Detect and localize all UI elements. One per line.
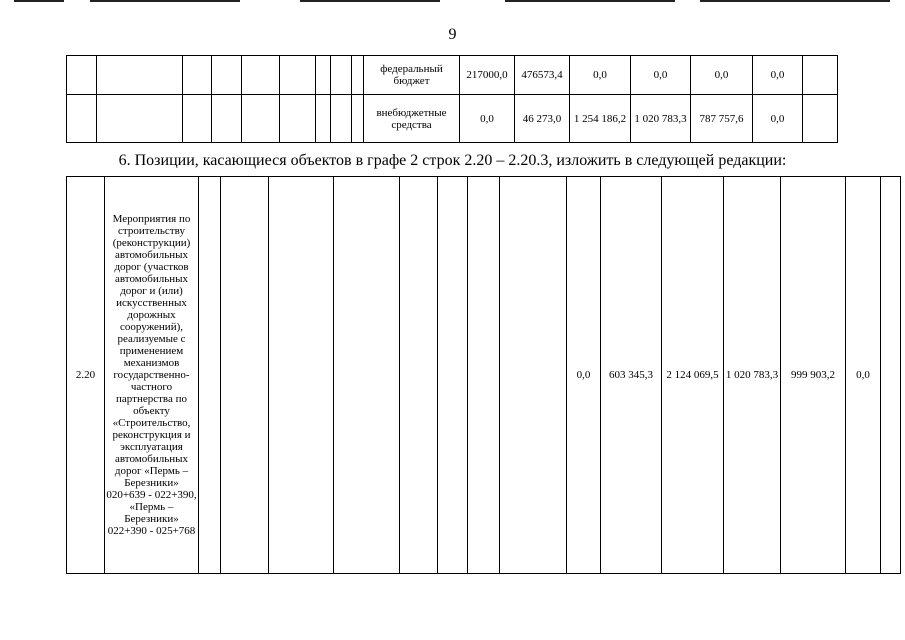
value-cell: 2 124 069,5 bbox=[662, 177, 724, 574]
table-row bbox=[67, 177, 901, 574]
value-cell: 0,0 bbox=[567, 177, 601, 574]
value-cell: 0,0 bbox=[753, 95, 803, 143]
value-cell: 0,0 bbox=[460, 95, 515, 143]
scan-top-edge bbox=[0, 0, 905, 3]
value-cell: 46 273,0 bbox=[515, 95, 570, 143]
value-cell: 0,0 bbox=[631, 56, 691, 95]
funding-source-label: федеральный бюджет bbox=[364, 56, 460, 95]
value-cell: 1 020 783,3 bbox=[631, 95, 691, 143]
value-cell: 0,0 bbox=[691, 56, 753, 95]
table-row bbox=[67, 95, 838, 143]
value-cell: 0,0 bbox=[753, 56, 803, 95]
top-continuation-table bbox=[66, 55, 838, 143]
page-number: 9 bbox=[448, 26, 457, 43]
value-cell: 0,0 bbox=[570, 56, 631, 95]
value-cell: 0,0 bbox=[846, 177, 881, 574]
value-cell: 476573,4 bbox=[515, 56, 570, 95]
value-cell: 787 757,6 bbox=[691, 95, 753, 143]
row-number: 2.20 bbox=[67, 177, 105, 574]
value-cell: 603 345,3 bbox=[601, 177, 662, 574]
value-cell: 217000,0 bbox=[460, 56, 515, 95]
main-table bbox=[66, 176, 901, 574]
section-heading: 6. Позиции, касающиеся объектов в графе 2 строк 2.20 – 2.20.3, изложить в следующей редакции: bbox=[118, 152, 787, 169]
value-cell: 1 020 783,3 bbox=[724, 177, 781, 574]
table-row bbox=[67, 56, 838, 95]
funding-source-label: внебюджетные средства bbox=[364, 95, 460, 143]
value-cell: 999 903,2 bbox=[781, 177, 846, 574]
value-cell: 1 254 186,2 bbox=[570, 95, 631, 143]
object-description: Мероприятия по строительству (реконструкции) автомобильных дорог (участков автомобильных дорог и (или) искусственных дорожных сооружений), реализуемые с применением механизмов государственно-частного партнерства по объекту «Строительство, реконструкция и эксплуатация автомобильных дорог «Пермь – Березники» 020+639 - 022+390, «Пермь – Березники» 022+390 - 025+768 bbox=[105, 177, 199, 574]
